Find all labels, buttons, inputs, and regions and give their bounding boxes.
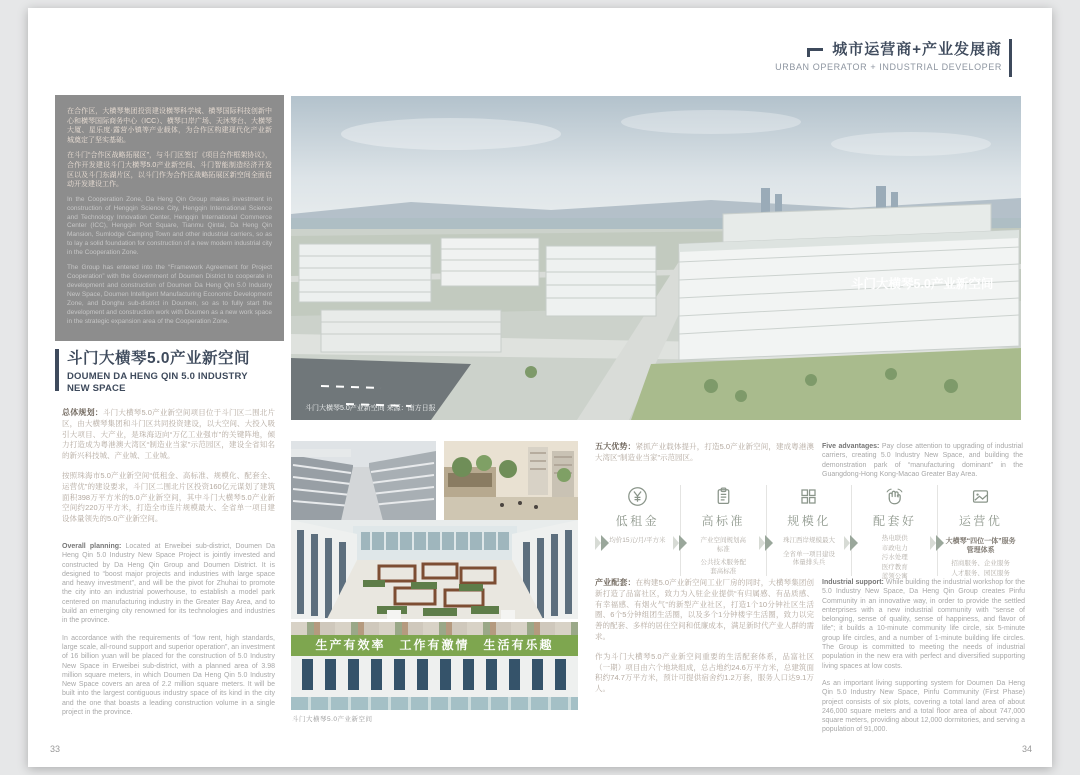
advantage-sub: 市政电力 [881, 544, 908, 552]
chevron-right-icon [595, 535, 610, 551]
chevron-right-icon [759, 535, 774, 551]
industry-en-label: Industrial support: [822, 579, 884, 586]
article-title-block [55, 346, 300, 396]
advantage-sub: 热电联供 [881, 535, 908, 542]
overall-en-p1-text: Located at Erweibei sub-district, Doumen Da Heng Qin 5.0 Industry New Space Project is jointly invested and constructed by Da Heng Qin Group and Doumen District. It is designed to “boost major projects and industries with large space and heavy investment”, and will be the pivot for Zhuhai to promote the city into an industrial powerhouse, to establish a model park centered on manufacturing industry in the Greater Bay Area, and to build an emerging city renowned for its technologies and industries in the province. [62, 543, 275, 625]
panorama-caption: 斗门大横琴5.0产业新空间 来源：南方日报 [305, 405, 436, 412]
chevron-right-icon [844, 535, 859, 551]
clipboard-icon [713, 486, 734, 507]
advantage-label: 规模化 [787, 514, 831, 528]
page-number-right: 34 [1021, 744, 1032, 754]
page-number-left: 33 [50, 744, 61, 754]
industry-en-paragraph-1 [822, 578, 1025, 671]
chevron-right-icon [673, 535, 688, 551]
advantage-label: 运营优 [958, 514, 1003, 528]
intro-en-paragraph-1: In the Cooperation Zone, Da Heng Qin Group makes investment in construction of Hengqin Science City, Hengqin International Science and Technology Innovation Center, Hengqin International Commerce Center (ICC), Hengqin Port Square, Tianmu Qintai, Da Heng Qin Mansion, Sumlodge Camping Town and other industrial carriers, so as to lay a solid foundation for construction of a new modern industrial city in the Cooperation Zone. [67, 195, 272, 257]
five-advantages-en-text: Pay close attention to upgrading of industrial carriers, creating 5.0 Industry New Space, and building the demonstration park of “manufacturing dominant” in the Guangdong-Hong Kong-Macao Greater Bay Area. [822, 443, 1023, 478]
article-title-text [67, 346, 272, 396]
blocks-icon [798, 486, 819, 507]
five-advantages-cn [595, 442, 814, 473]
five-advantages-cn-label: 五大优势： [595, 442, 636, 451]
facade-roof-strip [291, 622, 578, 635]
overall-cn-paragraph-1 [62, 408, 275, 462]
render-photo-row [291, 441, 578, 521]
title-accent-bar [55, 349, 59, 391]
section-title-cn-row [775, 38, 1002, 59]
overall-en-label: Overall planning: [62, 543, 122, 550]
intro-en-paragraph-2: The Group has entered into the “Framework Agreement for Project Cooperation” with the Government of Doumen District to cooperate in development and construction of Doumen Da Heng Qin 5.0 Industry New Space, Doumen Intelligent Manufacturing Economic Development Zone, and Donghu sub-district in Doumen, so as to fully start the development and construction work with Doumen as a new work space in the strategic expansion area of the Cooperation Zone. [67, 264, 272, 325]
industry-en-paragraph-2: As an important living supporting system for Doumen Da Heng Qin 5.0 Industry New Space, Pinfu Community (First Phase) project consists of six plots, covering a total land area of about 246,000 square meters and a total floor area of about 747,000 square meters, providing about 12,000 dormitories, and serving a population of 91,000. [822, 679, 1025, 734]
community-render-photo [444, 441, 578, 521]
article-title-cn: 斗门大横琴5.0产业新空间 [67, 350, 251, 367]
slogan-banner [291, 635, 578, 656]
overall-cn-p1-text: 斗门大横琴5.0产业新空间项目位于斗门区二围北片区，由大横琴集团和斗门区共同投资建设，以大空间、大投入吸引大项目、大产业，是珠海迈向“万亿工业强市”的关键阵地，倾力打造成为粤港澳大湾区“制造业当家”示范园区，建设全省知名的新兴科技城、产业城、工业城。 [62, 408, 275, 461]
advantage-item-low-rent [595, 485, 680, 576]
advantage-label: 高标准 [701, 514, 745, 528]
section-title-en: URBAN OPERATOR + INDUSTRIAL DEVELOPER [775, 62, 1002, 72]
corner-bracket-icon [807, 48, 823, 57]
advantage-item-operation [937, 485, 1023, 576]
intro-cn-paragraph-2: 在斗门“合作区战略拓展区”，与斗门区签订《项目合作框架协议》，合作开发建设斗门大横琴5.0产业新空间、斗门智能制造经济开发区以及斗门东湖片区，以斗门作为合作区战略拓展区新空间全面启动开发建设工作。 [67, 152, 272, 189]
advantage-sub: 招商服务、企业服务 [951, 560, 1010, 567]
article-title-en: DOUMEN DA HENG QIN 5.0 INDUSTRY NEW SPACE [67, 371, 248, 395]
advantage-sub: 医疗教育 [881, 563, 908, 571]
facade-glass-strip [291, 697, 578, 710]
industry-cn-label: 产业配套： [595, 578, 636, 587]
advantage-sub: 污水处理 [881, 554, 908, 562]
advantage-sub: 全省单一项目建设体量排头兵 [782, 550, 835, 567]
overall-planning-en [62, 542, 275, 725]
section-title-cn: 城市运营商+产业发展商 [832, 41, 1002, 58]
advantage-sub: 公共技术服务配套高标准 [700, 559, 746, 575]
overall-planning-cn [62, 408, 275, 534]
overall-cn-paragraph-2: 按照珠海市5.0产业新空间“低租金、高标准、规模化、配套全、运营优”的建设要求，斗门区二围北片区投资160亿元谋划了建筑面积398万平方米的5.0产业新空间，其中斗门大横琴5.0产业新空间约220万平方米，打造全市连片规模最大、全省单一项目建设体量领先的5.0产业新空间。 [62, 470, 275, 524]
five-advantages-row [595, 485, 1023, 581]
five-advantages-en-paragraph [822, 442, 1023, 479]
advantage-item-high-standard [680, 485, 766, 576]
intro-cn-paragraph-1: 在合作区，大横琴集团投资建设横琴科学城、横琴国际科技创新中心和横琴国际商务中心（ICC）、横琴口岸广场、天沐琴台、大横琴大厦、星乐度·露营小镇等产业载体，为合作区构建现代化产业新城奠定了坚实基础。 [67, 108, 272, 144]
five-advantages-cn-text: 紧抓产业载体提升，打造5.0产业新空间，建成粤港澳大湾区“制造业当家”示范园区。 [595, 442, 814, 462]
overall-en-paragraph-2: In accordance with the requirements of “low rent, high standards, large scale, all-round support and superior operation”, an investment of 16 billion yuan will be placed for the construction of 5.0 Industry New Space in Erweibei sub-district, with a planned area of 3.98 million square meters, in which Doumen Da Heng Qin 5.0 Industry New Space covers an area of 2.2 million square meters. It will be built into the largest contiguous industry space of its kind in the city and the one that boasts a leading construction volume in a single project in the province. [62, 634, 275, 717]
advantage-label: 配套好 [873, 514, 917, 528]
overall-cn-label: 总体规划： [62, 408, 103, 417]
overall-en-paragraph-1 [62, 542, 275, 626]
advantage-sub: 产业空间规划高标准 [700, 537, 746, 553]
slogan-banner-text: 生产有效率 工作有激情 生活有乐趣 [315, 638, 554, 652]
facade-windows [302, 659, 568, 690]
courtyard-photo [291, 520, 578, 619]
industry-support-cn [595, 578, 814, 704]
panorama-photo [291, 96, 1021, 420]
industry-cn-paragraph-1 [595, 578, 814, 643]
industry-cn-paragraph-2: 作为斗门大横琴5.0产业新空间重要的生活配套体系，品富社区（一期）项目由六个地块组成，总占地约24.6万平方米，总建筑面积约74.7万平方米，预计可提供宿舍约1.2万套，服务人口达9.1万人。 [595, 651, 814, 694]
five-advantages-en-label: Five advantages: [822, 443, 880, 450]
advantage-sub: 蓝领公寓 [881, 573, 908, 581]
report-spread [28, 8, 1052, 767]
industry-en-p1-text: While building the industrial workshop for the 5.0 Industry New Space, Da Heng Qin Group creates Pinfu Community in an innovative way, in order to provide the settled enterprises with a new industrial community with “sense of belonging, sense of quality, sense of happiness, and flavor of life”; it builds a 10-minute community life circle, six 5-minute group life circles, and a number of 1-minute building life circles. The Group is committed to meeting the needs of industrial population in the new era with perfect and diversified supporting living spaces at low costs. [822, 579, 1025, 670]
photo-caption: 斗门大横琴5.0产业新空间 [292, 716, 373, 723]
intro-box [55, 95, 284, 341]
panorama-watermark: 斗门大横琴5.0产业新空间 [851, 277, 994, 291]
hand-service-icon [884, 486, 905, 507]
advantage-item-scale [766, 485, 852, 576]
picture-frame-icon [970, 486, 991, 507]
five-advantages-cn-paragraph [595, 442, 814, 464]
industry-support-en [822, 578, 1025, 743]
advantage-sub: 珠江西岸规模最大 [782, 537, 835, 544]
advantage-sub: 均价15元/月/平方米 [609, 537, 666, 544]
industry-cn-p1-text: 在构建5.0产业新空间工业厂房的同时，大横琴集团创新打造了品富社区，致力为入驻企业提供“有归属感、有品质感、有幸福感、有烟火气”的新型产业社区，打造1个10分钟社区生活圈、6个5分钟组团生活圈，以及多个1分钟楼宇生活圈，致力以完善的配套、多样的居住空间和低廉成本，满足新时代产业人群的需求。 [595, 578, 814, 641]
chevron-right-icon [930, 535, 945, 551]
industrial-render-photo [291, 441, 436, 521]
facade-wall [291, 659, 578, 697]
advantage-label: 低租金 [615, 514, 660, 528]
advantage-sub: 人才服务、园区服务 [951, 569, 1010, 577]
five-advantages-en [822, 442, 1023, 487]
advantage-sub-bold: 大横琴“四位一体”服务管理体系 [945, 538, 1016, 554]
advantage-item-facilities [851, 485, 937, 581]
facade-photo [291, 622, 578, 710]
section-header [775, 38, 1012, 72]
yuan-coin-icon [627, 486, 648, 507]
